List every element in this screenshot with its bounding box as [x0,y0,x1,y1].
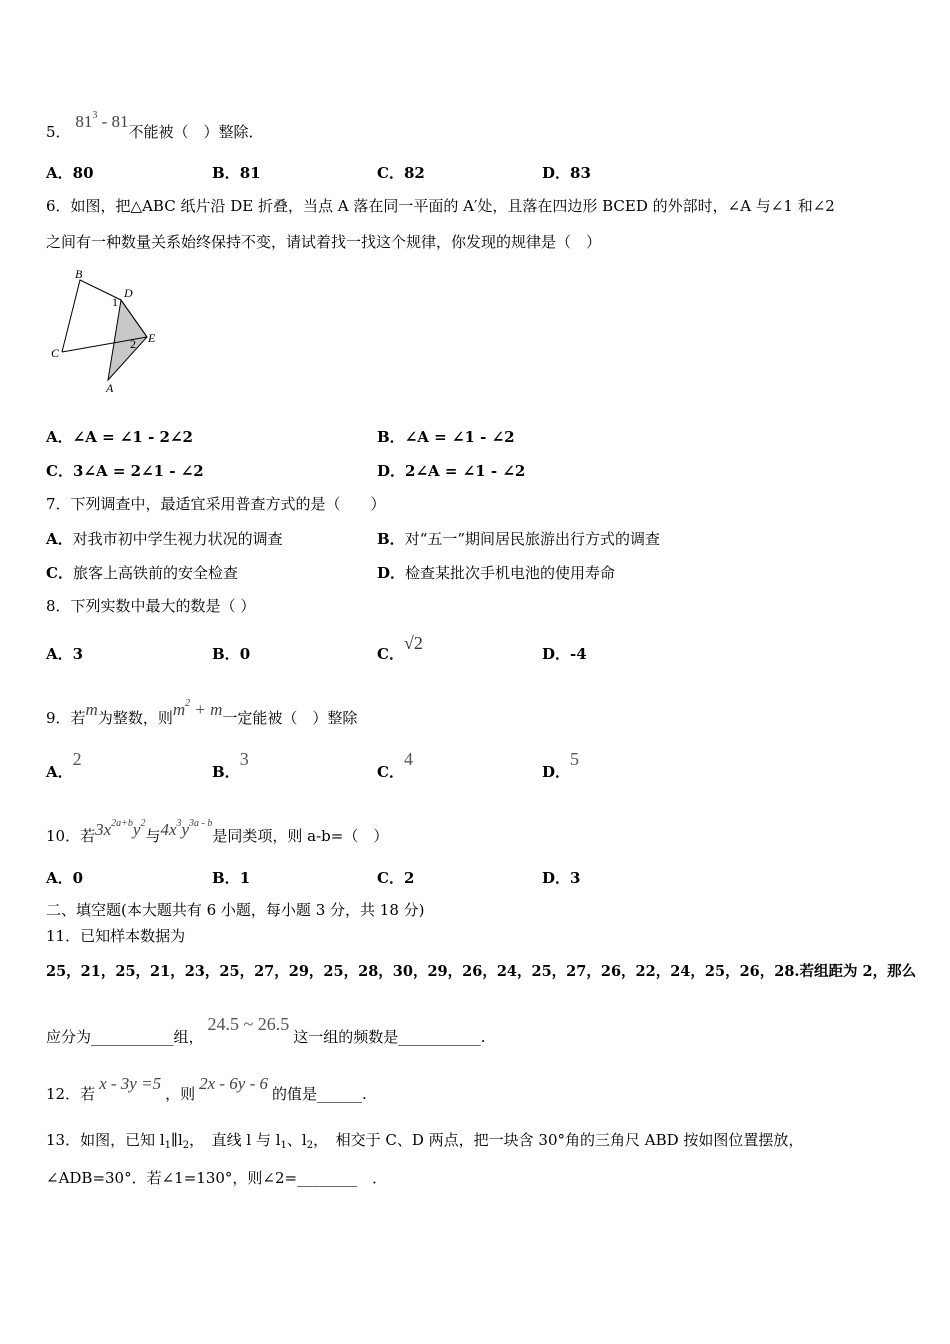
q12-number: 12．若 [46,1085,96,1103]
q10-option-a: A．0 [46,869,84,887]
q7-text: 7．下列调查中，最适宜采用普查方式的是（ ） [46,495,386,513]
q9-mid-text: 为整数，则 [97,709,173,727]
q9-option-c: C．4 [377,749,413,781]
q10-number: 10．若 [46,827,96,845]
q9-expression [173,700,223,719]
q13-line-1: 13．如图，已知 $l_1\parallel l_2$， 直线 l 与 $l_1$、$l_2$， 相交于 C、D 两点，把一块含 30°角的三角尺 ABD 按如图位置摆放， [46,1131,804,1151]
q9-option-b: B．3 [212,749,249,781]
q6-label-2: 2 [130,337,136,351]
q6-line-2: 之间有一种数量关系始终保持不变，请试着找一找这个规律，你发现的规律是（ ） [46,233,602,251]
q6-label-c: C [51,346,60,360]
q10-tail-text: 是同类项，则 a-b=（ ） [212,827,389,845]
q8-option-a: A．3 [46,645,84,663]
q6-label-e: E [148,331,156,345]
q5-line [46,110,264,142]
q7-option-d: D．检查某批次手机电池的使用寿命 [377,564,616,582]
q5-expr-exp: 3 [92,110,98,121]
q9-number: 9．若 [46,709,86,727]
q9-option-d: D．5 [542,749,580,781]
q5-expression [75,112,128,131]
q5-text: 不能被（ ）整除． [128,123,264,141]
q10-term-2: $4x^3y^{3a - b}$ [160,818,213,839]
q6-label-b: B [75,267,83,281]
q7-option-c: C．旅客上高铁前的安全检查 [46,564,238,582]
q10-option-d: D．3 [542,869,581,887]
q12-tail-text: 的值是______. [272,1085,367,1103]
q6-label-1: 1 [112,295,118,309]
q11-line-1: 11．已知样本数据为 [46,927,186,945]
q6-option-c: C．3∠A = 2∠1 - ∠2 [46,462,204,480]
q10-option-c: C．2 [377,869,415,887]
q5-option-c: C．82 [377,164,425,182]
q6-fold-figure [44,262,174,400]
q5-option-d: D．83 [542,164,591,182]
q6-label-a: A [106,381,114,395]
q5-option-a: A．80 [46,164,94,182]
q13-line-2: ∠ADB=30°．若∠1=130°，则∠2=________ ． [46,1169,388,1187]
q12-expression-2: 2x - 6y - 6 [199,1074,269,1093]
q9-tail-text: 一定能被（ ）整除 [222,709,358,727]
q10-option-b: B．1 [212,869,251,887]
q8-option-b: B．0 [212,645,251,663]
q12-expression-1: x - 3y =5 [99,1074,162,1093]
q9-expr-tail: + m [190,700,223,719]
q8-text: 8．下列实数中最大的数是（ ） [46,597,256,615]
q9-line [46,698,358,728]
q11-range: 24.5 ~ 26.5 [207,1014,290,1034]
q7-option-a: A．对我市初中学生视力状况的调查 [46,530,283,548]
q10-line [46,820,388,846]
q10-mid-text: 与 [145,827,161,845]
q7-option-b: B．对“五一”期间居民旅游出行方式的调查 [377,530,661,548]
q9-expr-base: m [172,700,186,719]
q11-line-3 [46,1014,486,1047]
q11-group-blank: 应分为___________组， [46,1028,204,1046]
q9-option-a: A．2 [46,749,82,781]
section-2-heading: 二、填空题(本大题共有 6 小题，每小题 3 分，共 18 分) [46,901,425,919]
q11-frequency-blank: 这一组的频数是___________. [293,1028,486,1046]
q5-expr-base: 81 [75,112,93,131]
q6-label-d: D [124,286,133,300]
q6-option-b: B．∠A = ∠1 - ∠2 [377,428,515,446]
q6-option-d: D．2∠A = ∠1 - ∠2 [377,462,526,480]
q12-line [46,1074,367,1104]
q9-expr-exp: 2 [185,698,191,709]
q5-option-b: B．81 [212,164,261,182]
q12-mid-text: ，则 [165,1085,196,1103]
q9-variable: m [85,700,98,719]
q6-line-1: 6．如图，把△ABC 纸片沿 DE 折叠，当点 A 落在同一平面的 A′处，且落在四边形 BCED 的外部时，∠A 与∠1 和∠2 [46,197,835,215]
q8-option-c: C．√2 [377,633,423,663]
q6-option-a: A．∠A = ∠1 - 2∠2 [46,428,193,446]
q11-line-2: 25，21，25，21，23，25，27，29，25，28，30，29，26，24，25，27，26，22，24，25，26，28.若组距为 2，那么 [46,963,917,980]
q5-number: 5． [46,123,71,141]
q6-edge-cb-bd [62,280,121,352]
q10-term-1: $3x^{2a+b}y^2$ [95,818,146,839]
q5-expr-tail: - 81 [97,112,129,131]
q8-option-d: D．-4 [542,645,587,663]
